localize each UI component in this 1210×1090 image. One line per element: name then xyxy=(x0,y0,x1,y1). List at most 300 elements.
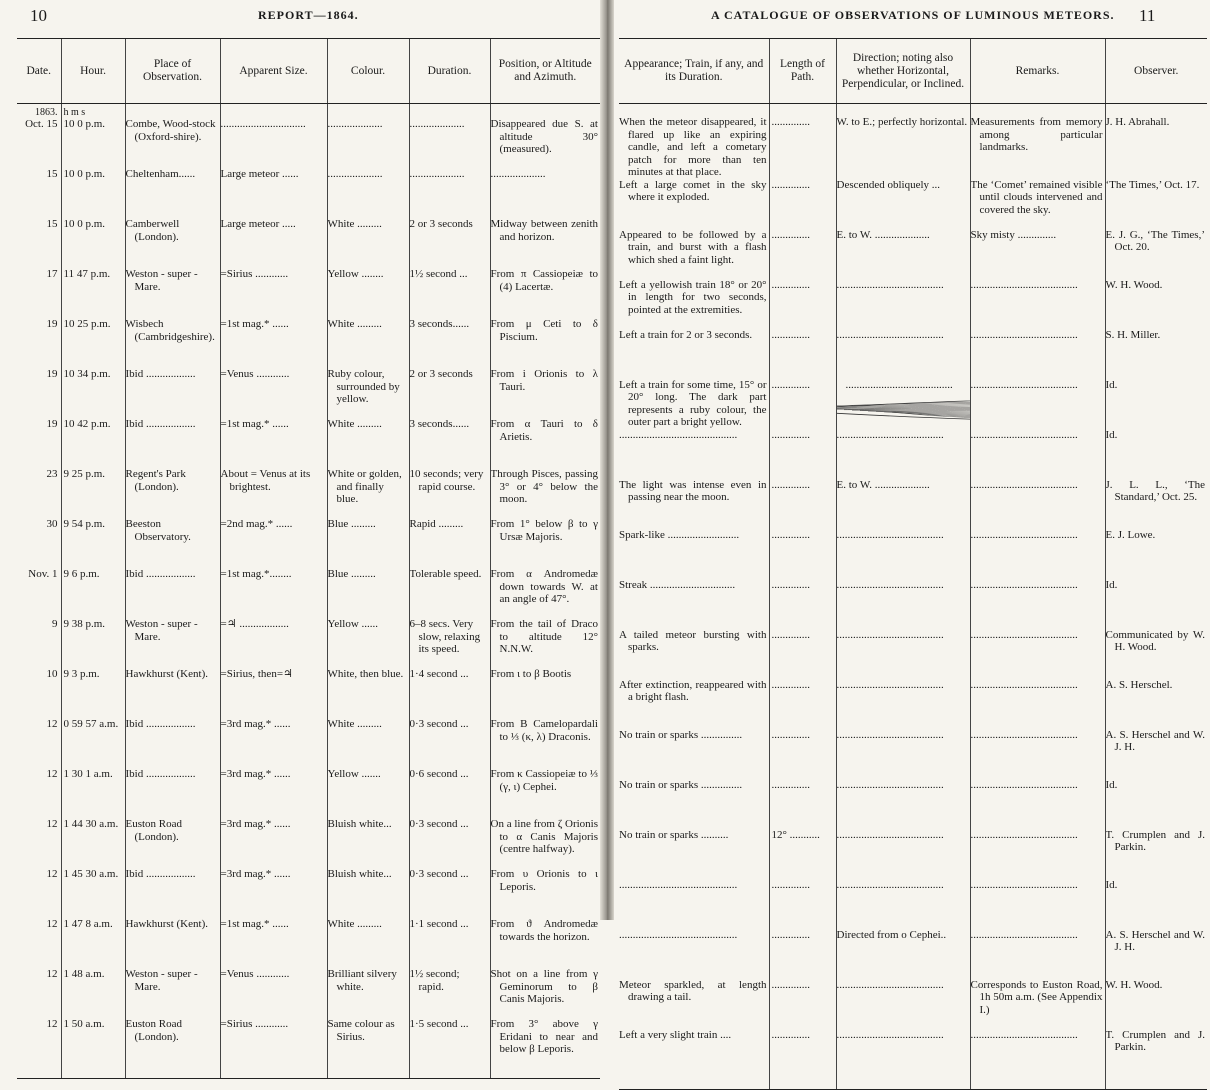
appearance-cell xyxy=(619,829,769,879)
place-cell: Camberwell (London). xyxy=(125,218,220,268)
appearance-text: Left a yellowish train 18° or 20° in length for two seconds, pointed at the extremities. xyxy=(619,278,767,316)
appearance-text: Left a large comet in the sky where it exploded. xyxy=(619,178,767,203)
observer-cell xyxy=(1105,629,1207,679)
size-cell: Large meteor ..... xyxy=(220,218,327,268)
left-page xyxy=(0,0,604,1055)
date-cell: Oct. 15 xyxy=(25,118,58,130)
observer-cell xyxy=(1105,529,1207,579)
direction-text: ....................................... xyxy=(836,728,944,741)
observer-cell xyxy=(1105,329,1207,379)
length-cell xyxy=(769,479,836,529)
appearance-text: Left a train for 2 or 3 seconds. xyxy=(619,328,753,341)
position-cell: Shot on a line from γ Geminorum to β Canis Majoris. xyxy=(490,968,600,1018)
place-cell: Beeston Observatory. xyxy=(125,518,220,568)
table-row xyxy=(619,929,1207,979)
colour-cell: White ......... xyxy=(327,318,409,368)
size-cell: =Sirius ............ xyxy=(220,268,327,318)
duration-cell: .................... xyxy=(409,118,490,168)
hour-cell: 9 25 p.m. xyxy=(61,468,125,518)
length-text: .............. xyxy=(771,428,810,441)
appearance-cell xyxy=(619,579,769,629)
table-row xyxy=(17,418,600,468)
table-row xyxy=(619,979,1207,1029)
direction-text: E. to W. .................... xyxy=(836,228,930,241)
appearance-cell xyxy=(619,729,769,779)
remarks-text: Measurements from memory among particular landmarks. xyxy=(970,116,1103,153)
remarks-text: The ‘Comet’ remained visible until clouds intervened and covered the sky. xyxy=(970,178,1103,216)
direction-cell xyxy=(836,929,970,979)
appearance-cell xyxy=(619,429,769,479)
colour-cell: .................... xyxy=(327,168,409,218)
length-text: .............. xyxy=(771,628,810,641)
length-text: .............. xyxy=(771,328,810,341)
remarks-text: ....................................... xyxy=(970,628,1078,641)
direction-text: ....................................... xyxy=(836,778,944,791)
size-cell: About = Venus at its brightest. xyxy=(220,468,327,518)
position-cell: From μ Ceti to δ Piscium. xyxy=(490,318,600,368)
colour-cell: Yellow ........ xyxy=(327,268,409,318)
column-header-place: Place of Observation. xyxy=(125,39,220,104)
date-cell: 19 xyxy=(46,418,58,430)
remarks-cell xyxy=(970,179,1105,229)
year-cell: 1863. xyxy=(35,107,58,118)
direction-cell xyxy=(836,979,970,1029)
direction-cell xyxy=(836,1029,970,1079)
duration-cell: 0·3 second ... xyxy=(409,718,490,768)
place-cell: Weston - super - Mare. xyxy=(125,618,220,668)
remarks-cell xyxy=(970,779,1105,829)
right-page-header xyxy=(611,6,1210,26)
appearance-text: When the meteor disappeared, it flared up like an expiring candle, and left a cometary patch for more than ten minutes at that place. xyxy=(619,116,767,178)
direction-cell xyxy=(836,879,970,929)
colour-cell: White ......... xyxy=(327,918,409,968)
table-row xyxy=(619,1029,1207,1079)
hour-cell: 10 0 p.m. xyxy=(61,168,125,218)
place-cell: Hawkhurst (Kent). xyxy=(125,668,220,718)
direction-cell xyxy=(836,579,970,629)
place-cell: Wisbech (Cambridgeshire). xyxy=(125,318,220,368)
observer-text: W. H. Wood. xyxy=(1105,978,1163,991)
hour-cell: 9 38 p.m. xyxy=(61,618,125,668)
hour-cell: 9 3 p.m. xyxy=(61,668,125,718)
size-cell: =Venus ............ xyxy=(220,968,327,1018)
place-cell: Euston Road (London). xyxy=(125,1018,220,1068)
colour-cell: Yellow ...... xyxy=(327,618,409,668)
position-cell: From ϑ Andromedæ towards the horizon. xyxy=(490,918,600,968)
observer-cell xyxy=(1105,829,1207,879)
date-cell: 15 xyxy=(46,218,58,230)
table-row xyxy=(619,379,1207,429)
position-cell: From 1° below β to γ Ursæ Majoris. xyxy=(490,518,600,568)
table-row xyxy=(17,618,600,668)
observer-text: Id. xyxy=(1105,778,1118,791)
column-header-observer: Observer. xyxy=(1105,39,1207,104)
duration-cell: 3 seconds...... xyxy=(409,418,490,468)
direction-text: ....................................... xyxy=(836,278,944,291)
length-cell xyxy=(769,179,836,229)
observer-text: Communicated by W. H. Wood. xyxy=(1105,628,1205,653)
size-cell: =1st mag.* ...... xyxy=(220,318,327,368)
colour-cell: White ......... xyxy=(327,418,409,468)
appearance-cell xyxy=(619,179,769,229)
position-cell: From i Orionis to λ Tauri. xyxy=(490,368,600,418)
column-header-date: Date. xyxy=(17,39,61,104)
length-cell xyxy=(769,979,836,1029)
appearance-cell xyxy=(619,229,769,279)
remarks-text: ....................................... xyxy=(970,778,1078,791)
length-text: .............. xyxy=(771,878,810,891)
table-row xyxy=(17,968,600,1018)
direction-cell xyxy=(836,529,970,579)
direction-text: ....................................... xyxy=(836,878,944,891)
hour-cell: 1 48 a.m. xyxy=(61,968,125,1018)
hour-cell: 0 59 57 a.m. xyxy=(61,718,125,768)
colour-cell: Ruby colour, surrounded by yellow. xyxy=(327,368,409,418)
date-cell: 19 xyxy=(46,318,58,330)
observer-cell xyxy=(1105,979,1207,1029)
length-text: .............. xyxy=(771,178,810,191)
place-cell: Ibid .................. xyxy=(125,368,220,418)
observer-cell xyxy=(1105,679,1207,729)
table-row xyxy=(619,229,1207,279)
appearance-text: ........................................... xyxy=(619,878,738,891)
length-cell xyxy=(769,229,836,279)
direction-cell xyxy=(836,116,970,179)
appearance-text: No train or sparks ............... xyxy=(619,728,743,741)
position-cell: From ι to β Bootis xyxy=(490,668,600,718)
appearance-cell xyxy=(619,779,769,829)
length-cell xyxy=(769,879,836,929)
direction-cell xyxy=(836,729,970,779)
remarks-cell xyxy=(970,429,1105,479)
colour-cell: Bluish white... xyxy=(327,818,409,868)
colour-cell: White ......... xyxy=(327,718,409,768)
colour-cell: White, then blue. xyxy=(327,668,409,718)
colour-cell: Blue ......... xyxy=(327,518,409,568)
direction-cell xyxy=(836,629,970,679)
hour-cell: 11 47 p.m. xyxy=(61,268,125,318)
date-cell: 23 xyxy=(46,468,58,480)
size-cell: =3rd mag.* ...... xyxy=(220,768,327,818)
direction-text: ....................................... xyxy=(845,378,953,391)
size-cell: Large meteor ...... xyxy=(220,168,327,218)
table-row xyxy=(619,329,1207,379)
observer-cell xyxy=(1105,279,1207,329)
observer-cell xyxy=(1105,179,1207,229)
date-cell: 12 xyxy=(46,1018,58,1030)
table-row xyxy=(17,168,600,218)
remarks-cell xyxy=(970,879,1105,929)
remarks-text: ....................................... xyxy=(970,878,1078,891)
remarks-text: ....................................... xyxy=(970,728,1078,741)
length-cell xyxy=(769,329,836,379)
table-row xyxy=(619,529,1207,579)
remarks-cell xyxy=(970,116,1105,179)
position-cell: .................... xyxy=(490,168,600,218)
column-header-hour: Hour. xyxy=(61,39,125,104)
column-header-duration: Duration. xyxy=(409,39,490,104)
length-cell xyxy=(769,629,836,679)
length-text: 12° ........... xyxy=(771,828,820,841)
hour-cell: 9 6 p.m. xyxy=(61,568,125,618)
date-cell: 12 xyxy=(46,968,58,980)
observer-cell xyxy=(1105,116,1207,179)
table-row xyxy=(619,829,1207,879)
date-cell: 17 xyxy=(46,268,58,280)
length-cell xyxy=(769,779,836,829)
hour-cell: 1 45 30 a.m. xyxy=(61,868,125,918)
appearance-cell xyxy=(619,629,769,679)
table-row xyxy=(619,779,1207,829)
duration-cell: 1½ second; rapid. xyxy=(409,968,490,1018)
place-cell: Weston - super - Mare. xyxy=(125,268,220,318)
observer-text: A. S. Herschel and W. J. H. xyxy=(1105,728,1205,753)
length-text: .............. xyxy=(771,578,810,591)
size-cell: =3rd mag.* ...... xyxy=(220,818,327,868)
table-row xyxy=(619,729,1207,779)
remarks-cell xyxy=(970,929,1105,979)
remarks-text: Sky misty .............. xyxy=(970,228,1057,241)
hour-cell: 10 0 p.m. xyxy=(61,118,125,168)
running-head: A CATALOGUE OF OBSERVATIONS OF LUMINOUS METEORS. xyxy=(711,8,1115,22)
length-text: .............. xyxy=(771,228,810,241)
duration-cell: 6–8 secs. Very slow, relaxing its speed. xyxy=(409,618,490,668)
length-text: .............. xyxy=(771,278,810,291)
remarks-cell xyxy=(970,279,1105,329)
appearance-text: No train or sparks ............... xyxy=(619,778,743,791)
position-cell: From the tail of Draco to altitude 12° N.N.W. xyxy=(490,618,600,668)
colour-cell: Brilliant silvery white. xyxy=(327,968,409,1018)
place-cell: Weston - super - Mare. xyxy=(125,968,220,1018)
table-row xyxy=(619,116,1207,179)
position-cell: From α Tauri to δ Arietis. xyxy=(490,418,600,468)
direction-text: ....................................... xyxy=(836,528,944,541)
observations-table-right xyxy=(619,38,1207,1090)
length-text: .............. xyxy=(771,1028,810,1041)
place-cell: Ibid .................. xyxy=(125,768,220,818)
position-cell: From 3° above γ Eridani to near and below β Leporis. xyxy=(490,1018,600,1068)
position-cell: From B Camelopardali to ⅓ (κ, λ) Draconis. xyxy=(490,718,600,768)
direction-text: ....................................... xyxy=(836,828,944,841)
appearance-text: A tailed meteor bursting with sparks. xyxy=(619,628,767,653)
hour-cell: 10 42 p.m. xyxy=(61,418,125,468)
length-text: .............. xyxy=(771,378,810,391)
remarks-cell xyxy=(970,979,1105,1029)
size-cell: ............................... xyxy=(220,118,327,168)
place-cell: Ibid .................. xyxy=(125,868,220,918)
direction-text: W. to E.; perfectly horizontal. xyxy=(836,116,968,128)
appearance-cell xyxy=(619,479,769,529)
table-row xyxy=(619,479,1207,529)
column-header-position: Position, or Altitude and Azimuth. xyxy=(490,39,600,104)
colour-cell: .................... xyxy=(327,118,409,168)
place-cell: Combe, Wood-stock (Oxford-shire). xyxy=(125,118,220,168)
remarks-cell xyxy=(970,579,1105,629)
remarks-cell xyxy=(970,479,1105,529)
direction-cell xyxy=(836,829,970,879)
size-cell: =3rd mag.* ...... xyxy=(220,868,327,918)
table-row xyxy=(17,518,600,568)
table-row xyxy=(619,429,1207,479)
length-text: .............. xyxy=(771,678,810,691)
appearance-text: After extinction, reappeared with a bright flash. xyxy=(619,678,767,703)
size-cell: =Sirius ............ xyxy=(220,1018,327,1068)
date-cell: 9 xyxy=(52,618,58,630)
appearance-text: The light was intense even in passing near the moon. xyxy=(619,478,767,503)
appearance-text: Spark-like .......................... xyxy=(619,528,740,541)
hour-cell: 1 47 8 a.m. xyxy=(61,918,125,968)
hour-cell: 1 30 1 a.m. xyxy=(61,768,125,818)
direction-text: Directed from o Cephei.. xyxy=(836,928,947,941)
observer-text: J. L. L., ‘The Standard,’ Oct. 25. xyxy=(1105,478,1205,503)
remarks-text: ....................................... xyxy=(970,1028,1078,1041)
table-row xyxy=(619,629,1207,679)
table-row xyxy=(17,318,600,368)
position-cell: On a line from ζ Orionis to α Canis Majoris (centre halfway). xyxy=(490,818,600,868)
observer-text: T. Crumplen and J. Parkin. xyxy=(1105,828,1205,853)
appearance-cell xyxy=(619,279,769,329)
table-row xyxy=(17,818,600,868)
remarks-cell xyxy=(970,829,1105,879)
length-text: .............. xyxy=(771,778,810,791)
observer-cell xyxy=(1105,929,1207,979)
date-cell: 15 xyxy=(46,168,58,180)
table-row xyxy=(17,868,600,918)
appearance-cell xyxy=(619,116,769,179)
appearance-text: Appeared to be followed by a train, and burst with a flash which shed a faint light. xyxy=(619,228,767,266)
observer-cell xyxy=(1105,729,1207,779)
column-header-size: Apparent Size. xyxy=(220,39,327,104)
table-row xyxy=(619,679,1207,729)
appearance-text: No train or sparks .......... xyxy=(619,828,729,841)
direction-cell xyxy=(836,229,970,279)
duration-cell: 1·5 second ... xyxy=(409,1018,490,1068)
position-cell: From υ Orionis to ι Leporis. xyxy=(490,868,600,918)
remarks-text: ....................................... xyxy=(970,478,1078,491)
remarks-text: ....................................... xyxy=(970,378,1078,391)
position-cell: From κ Cassiopeiæ to ⅓ (γ, ι) Cephei. xyxy=(490,768,600,818)
observer-cell xyxy=(1105,429,1207,479)
table-row xyxy=(17,768,600,818)
observer-text: Id. xyxy=(1105,878,1118,891)
duration-cell: 0·3 second ... xyxy=(409,868,490,918)
table-row xyxy=(619,879,1207,929)
position-cell: From α Andromedæ down towards W. at an angle of 47°. xyxy=(490,568,600,618)
column-header-direction: Direction; noting also whether Horizontal, Perpendicular, or Inclined. xyxy=(836,39,970,104)
direction-cell xyxy=(836,179,970,229)
length-cell xyxy=(769,929,836,979)
page-number: 11 xyxy=(1139,6,1156,25)
date-cell: Nov. 1 xyxy=(28,568,58,580)
appearance-cell xyxy=(619,529,769,579)
appearance-text: ........................................... xyxy=(619,928,738,941)
date-cell: 12 xyxy=(46,718,58,730)
remarks-text: ....................................... xyxy=(970,828,1078,841)
observer-text: Id. xyxy=(1105,578,1118,591)
date-cell: 19 xyxy=(46,368,58,380)
direction-text: ....................................... xyxy=(836,578,944,591)
place-cell: Ibid .................. xyxy=(125,718,220,768)
appearance-cell xyxy=(619,329,769,379)
direction-cell xyxy=(836,279,970,329)
remarks-cell xyxy=(970,379,1105,429)
appearance-text: Meteor sparkled, at length drawing a tail. xyxy=(619,978,767,1003)
column-header-length: Length of Path. xyxy=(769,39,836,104)
hour-cell: 9 54 p.m. xyxy=(61,518,125,568)
size-cell: =3rd mag.* ...... xyxy=(220,718,327,768)
colour-cell: Bluish white... xyxy=(327,868,409,918)
direction-text: ....................................... xyxy=(836,1028,944,1041)
colour-cell: Blue ......... xyxy=(327,568,409,618)
date-cell: 12 xyxy=(46,868,58,880)
duration-cell: 1½ second ... xyxy=(409,268,490,318)
left-page-header xyxy=(0,6,604,26)
direction-cell xyxy=(836,679,970,729)
remarks-text: ....................................... xyxy=(970,578,1078,591)
remarks-cell xyxy=(970,679,1105,729)
length-cell xyxy=(769,679,836,729)
date-cell: 30 xyxy=(46,518,58,530)
table-row xyxy=(17,1018,600,1068)
direction-text: E. to W. .................... xyxy=(836,478,930,491)
length-text: .............. xyxy=(771,528,810,541)
remarks-cell xyxy=(970,329,1105,379)
remarks-text: Corresponds to Euston Road, 1h 50m a.m. (See Appendix I.) xyxy=(970,978,1103,1016)
place-cell: Ibid .................. xyxy=(125,568,220,618)
hour-cell: 1 44 30 a.m. xyxy=(61,818,125,868)
remarks-text: ....................................... xyxy=(970,928,1078,941)
observer-cell xyxy=(1105,479,1207,529)
length-cell xyxy=(769,729,836,779)
table-row xyxy=(619,579,1207,629)
size-cell: =Sirius, then=♃ xyxy=(220,668,327,718)
position-cell: Disappeared due S. at altitude 30° (measured). xyxy=(490,118,600,168)
table-row xyxy=(17,468,600,518)
direction-cell xyxy=(836,779,970,829)
remarks-text: ....................................... xyxy=(970,328,1078,341)
direction-text: ....................................... xyxy=(836,328,944,341)
date-cell: 10 xyxy=(46,668,58,680)
observer-text: E. J. Lowe. xyxy=(1105,528,1156,541)
remarks-cell xyxy=(970,629,1105,679)
table-row xyxy=(17,718,600,768)
place-cell: Hawkhurst (Kent). xyxy=(125,918,220,968)
hour-cell: 1 50 a.m. xyxy=(61,1018,125,1068)
date-cell: 12 xyxy=(46,768,58,780)
duration-cell: 1·1 second ... xyxy=(409,918,490,968)
duration-cell: .................... xyxy=(409,168,490,218)
remarks-cell xyxy=(970,729,1105,779)
observer-text: ‘The Times,’ Oct. 17. xyxy=(1105,178,1200,191)
size-cell: =2nd mag.* ...... xyxy=(220,518,327,568)
appearance-cell xyxy=(619,979,769,1029)
observer-text: W. H. Wood. xyxy=(1105,278,1163,291)
table-row xyxy=(17,268,600,318)
observer-text: T. Crumplen and J. Parkin. xyxy=(1105,1028,1205,1053)
appearance-cell xyxy=(619,679,769,729)
table-row xyxy=(619,179,1207,229)
observer-text: A. S. Herschel. xyxy=(1105,678,1173,691)
length-text: .............. xyxy=(771,116,810,128)
length-cell xyxy=(769,829,836,879)
observer-text: J. H. Abrahall. xyxy=(1105,116,1170,128)
direction-text: ....................................... xyxy=(836,428,944,441)
size-cell: =1st mag.*........ xyxy=(220,568,327,618)
length-cell xyxy=(769,379,836,429)
appearance-text: Left a very slight train .... xyxy=(619,1028,732,1041)
observer-text: S. H. Miller. xyxy=(1105,328,1161,341)
page-number: 10 xyxy=(30,6,47,25)
